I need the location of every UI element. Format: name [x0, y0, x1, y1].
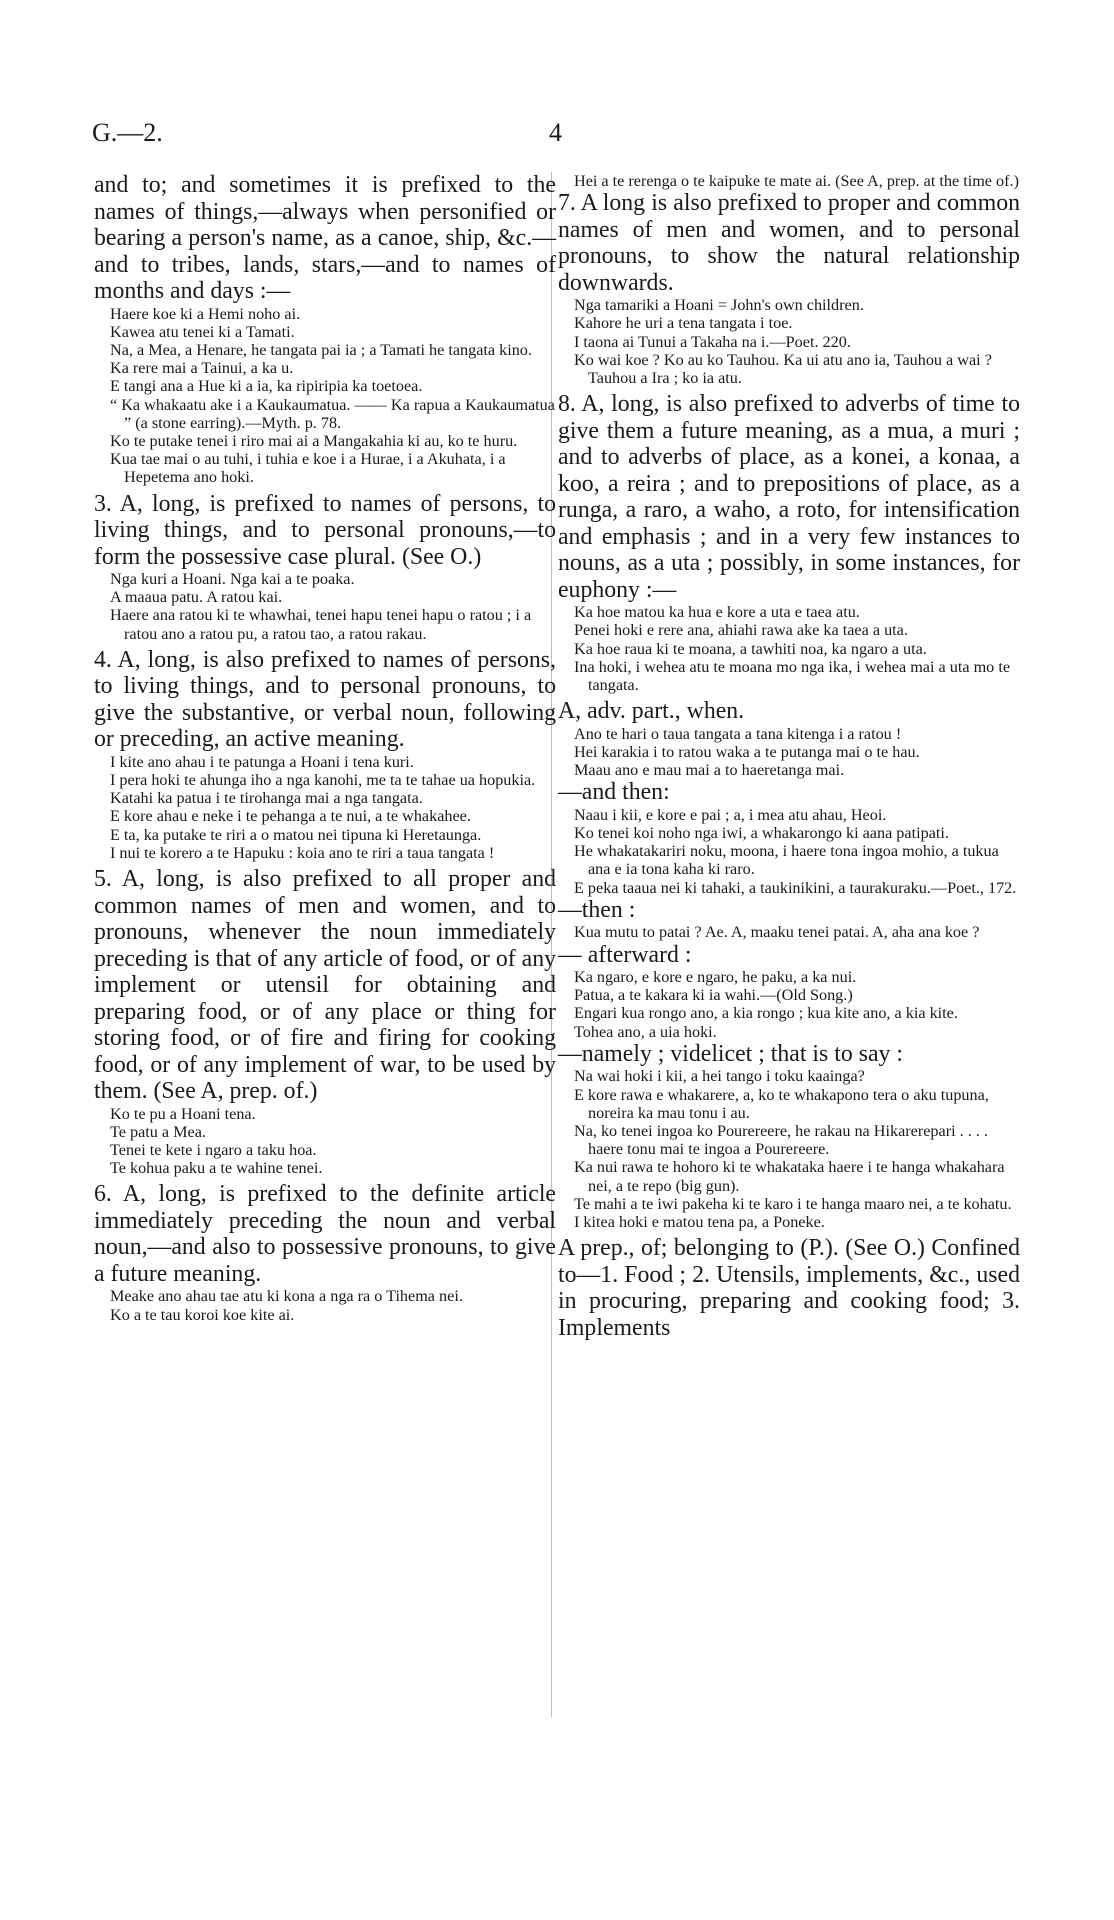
- sense-namely: —namely ; videlicet ; that is to say :: [558, 1040, 903, 1067]
- example-line: Te patu a Mea.: [110, 1122, 206, 1141]
- examples-list: [94, 570, 556, 643]
- examples-list: [94, 305, 556, 487]
- example-line: “ Ka whakaatu ake i a Kaukaumatua. —— Ka rapua a Kaukaumatua ” (a stone earring).—Myth. p. 78.: [110, 395, 555, 432]
- example-line: Kahore he uri a tena tangata i toe.: [574, 314, 793, 333]
- examples-list: [94, 753, 556, 862]
- example-line: Patua, a te kakara ki ia wahi.—(Old Song.): [574, 986, 853, 1005]
- page-code: G.—2.: [92, 118, 163, 147]
- example-line: Ka hoe matou ka hua e kore a uta e taea atu.: [574, 603, 860, 622]
- example-line: Na, ko tenei ingoa ko Pourereere, he rakau na Hikarerepari . . . . haere tonu mai te ingoa a Pourereere.: [574, 1121, 988, 1159]
- example-line: Ka ngaro, e kore e ngaro, he paku, a ka nui.: [574, 968, 857, 987]
- example-line: Kua tae mai o au tuhi, i tuhia e koe i a Hurae, i a Akuhata, i a Hepetema ano hoki.: [110, 450, 506, 487]
- example-line: Ko te putake tenei i riro mai ai a Mangakahia ki au, ko te huru.: [110, 431, 518, 450]
- page-header: [92, 118, 562, 150]
- example-line: Na wai hoki i kii, a hei tango i toku kaainga?: [574, 1067, 865, 1086]
- sense-3: 3. A, long, is prefixed to names of persons, to living things, and to personal pronouns,—to form the possessive case plural. (See O.): [94, 490, 556, 570]
- example-line: Engari kua rongo ano, a kia rongo ; kua kite ano, a kia kite.: [574, 1004, 958, 1023]
- entry-adverb-particle: A, adv. part., when.: [558, 698, 745, 725]
- examples-list: [558, 923, 1020, 941]
- sense-afterward: — afterward :: [558, 941, 692, 968]
- examples-list: [558, 603, 1020, 694]
- right-column: [558, 172, 1020, 1341]
- example-line: I pera hoki te ahunga iho a nga kanohi, me ta te tahae ua hopukia.: [110, 771, 536, 790]
- left-column: [94, 172, 556, 1324]
- sense-4: 4. A, long, is also prefixed to names of persons, to living things, and to personal pronouns, to give the substantive, or verbal noun, following or preceding, an active meaning.: [94, 646, 556, 753]
- example-line: Nga tamariki a Hoani = John's own children.: [574, 296, 864, 315]
- sense-8: 8. A, long, is also prefixed to adverbs of time to give them a future meaning, as a mua, a muri ; and to adverbs of place, as a konei, a konaa, a koo, a reira ; and to prepositions of place, as a runga, a raro, a waho, a roto, for intensification and emphasis ; and in a very few instances to nouns, as a uta ; possibly, in some instances, for euphony :—: [558, 391, 1020, 603]
- example-line: Te kohua paku a te wahine tenei.: [110, 1159, 323, 1178]
- example-line: Ko te pu a Hoani tena.: [110, 1104, 256, 1123]
- sense-and-then: —and then:: [558, 779, 670, 806]
- example-line: Ko wai koe ? Ko au ko Tauhou. Ka ui atu ano ia, Tauhou a wai ? Tauhou a Ira ; ko ia atu.: [574, 350, 992, 388]
- example-line: E kore ahau e neke i te pehanga a te nui, a te whakahee.: [110, 807, 471, 826]
- examples-list: [94, 1287, 556, 1323]
- sense-5: 5. A, long, is also prefixed to all proper and common names of men and women, and to pronouns, whenever the noun immediately preceding is that of any article of food, or of any implement or utensil for obtaining and preparing food, or of any place or thing for storing food, or of fire and firing for cooking food, or of any implement of war, to be used by them. (See A, prep. of.): [94, 866, 556, 1105]
- examples-list: [558, 806, 1020, 897]
- example-line: Ano te hari o taua tangata a tana kitenga i a ratou !: [574, 724, 902, 743]
- sense-7: 7. A long is also prefixed to proper and common names of men and women, and to personal pronouns, to show the natural relationship downwards.: [558, 190, 1020, 296]
- example-line: I kitea hoki e matou tena pa, a Poneke.: [574, 1213, 825, 1231]
- example-line: Ko a te tau koroi koe kite ai.: [110, 1305, 295, 1324]
- entry-preposition: A prep., of; belonging to (P.). (See O.) Confined to—1. Food ; 2. Utensils, implements, &c., used in procuring, preparing and cooking food; 3. Implements: [558, 1235, 1020, 1341]
- example-line: Ka rere mai a Tainui, a ka u.: [110, 359, 294, 378]
- sense-6: 6. A, long, is prefixed to the definite article immediately preceding the noun and verbal noun,—and also to possessive pronouns, to give a future meaning.: [94, 1181, 556, 1287]
- example-line: Ka hoe raua ki te moana, a tawhiti noa, ka ngaro a uta.: [574, 639, 927, 658]
- example-line: Te mahi a te iwi pakeha ki te karo i te hanga maaro nei, a te kohatu.: [574, 1194, 1012, 1213]
- example-line: Nga kuri a Hoani. Nga kai a te poaka.: [110, 570, 355, 589]
- example-line: Tohea ano, a uia hoki.: [574, 1022, 717, 1041]
- example-line: Na, a Mea, a Henare, he tangata pai ia ; a Tamati he tangata kino.: [110, 340, 532, 359]
- example-line: Hei karakia i to ratou waka a te putanga mai o te hau.: [574, 742, 920, 761]
- example-line: E kore rawa e whakarere, a, ko te whakapono tera o aku tupuna, noreira ka mau tonu i au.: [574, 1085, 989, 1122]
- example-line: I taona ai Tunui a Takaha na i.—Poet. 220.: [574, 332, 851, 351]
- example-line: E ta, ka putake te riri a o matou nei tipuna ki Heretaunga.: [110, 825, 482, 844]
- example-line: Meake ano ahau tae atu ki kona a nga ra o Tihema nei.: [110, 1287, 463, 1306]
- examples-list: [558, 725, 1020, 780]
- examples-list: [558, 296, 1020, 387]
- examples-list: [94, 1105, 556, 1178]
- examples-list: [558, 968, 1020, 1041]
- examples-list: [558, 1067, 1020, 1231]
- example-line: A maaua patu. A ratou kai.: [110, 588, 283, 607]
- example-line: E peka taaua nei ki tahaki, a taukinikini, a taurakuraku.—Poet., 172.: [574, 878, 1017, 897]
- example-line: Haere ana ratou ki te whawhai, tenei hapu tenei hapu o ratou ; i a ratou ano a ratou pu, a ratou tao, a ratou rakau.: [110, 606, 532, 643]
- example-line: Kawea atu tenei ki a Tamati.: [110, 322, 295, 341]
- example-line: Kua mutu to patai ? Ae. A, maaku tenei patai. A, aha ana koe ?: [574, 923, 980, 942]
- example-line: Hei a te rerenga o te kaipuke te mate ai. (See A, prep. at the time of.): [574, 172, 1019, 190]
- example-line: Naau i kii, e kore e pai ; a, i mea atu ahau, Heoi.: [574, 805, 887, 824]
- example-line: Haere koe ki a Hemi noho ai.: [110, 304, 301, 323]
- example-line: Maau ano e mau mai a to haeretanga mai.: [574, 761, 845, 780]
- example-line: Penei hoki e rere ana, ahiahi rawa ake ka taea a uta.: [574, 621, 908, 640]
- sense-then: —then :: [558, 896, 636, 923]
- example-line: Ina hoki, i wehea atu te moana mo nga ika, i wehea mai a uta mo te tangata.: [574, 657, 1011, 695]
- example-line: He whakatakariri noku, moona, i haere tona ingoa mohio, a tukua ana e ia tona kaha ki raro.: [574, 842, 999, 879]
- example-line: I kite ano ahau i te patunga a Hoani i tena kuri.: [110, 752, 414, 771]
- example-line: Tenei te kete i ngaro a taku hoa.: [110, 1140, 317, 1159]
- example-line: Ko tenei koi noho nga iwi, a whakarongo ki aana patipati.: [574, 824, 949, 843]
- example-line: I nui te korero a te Hapuku : koia ano te riri a taua tangata !: [110, 843, 495, 862]
- example-line: E tangi ana a Hue ki a ia, ka ripiripia ka toetoea.: [110, 377, 423, 396]
- page-number: 4: [549, 118, 562, 147]
- example-line: Katahi ka patua i te tirohanga mai a nga tangata.: [110, 789, 423, 808]
- paragraph-continuation: and to; and sometimes it is prefixed to the names of things,—always when personified or bearing a person's name, as a canoe, ship, &c.—and to tribes, lands, stars,—and to names of months and days :—: [94, 172, 556, 304]
- example-line: Ka nui rawa te hohoro ki te whakataka haere i te hanga whakahara nei, a te repo (big gun).: [574, 1158, 1005, 1195]
